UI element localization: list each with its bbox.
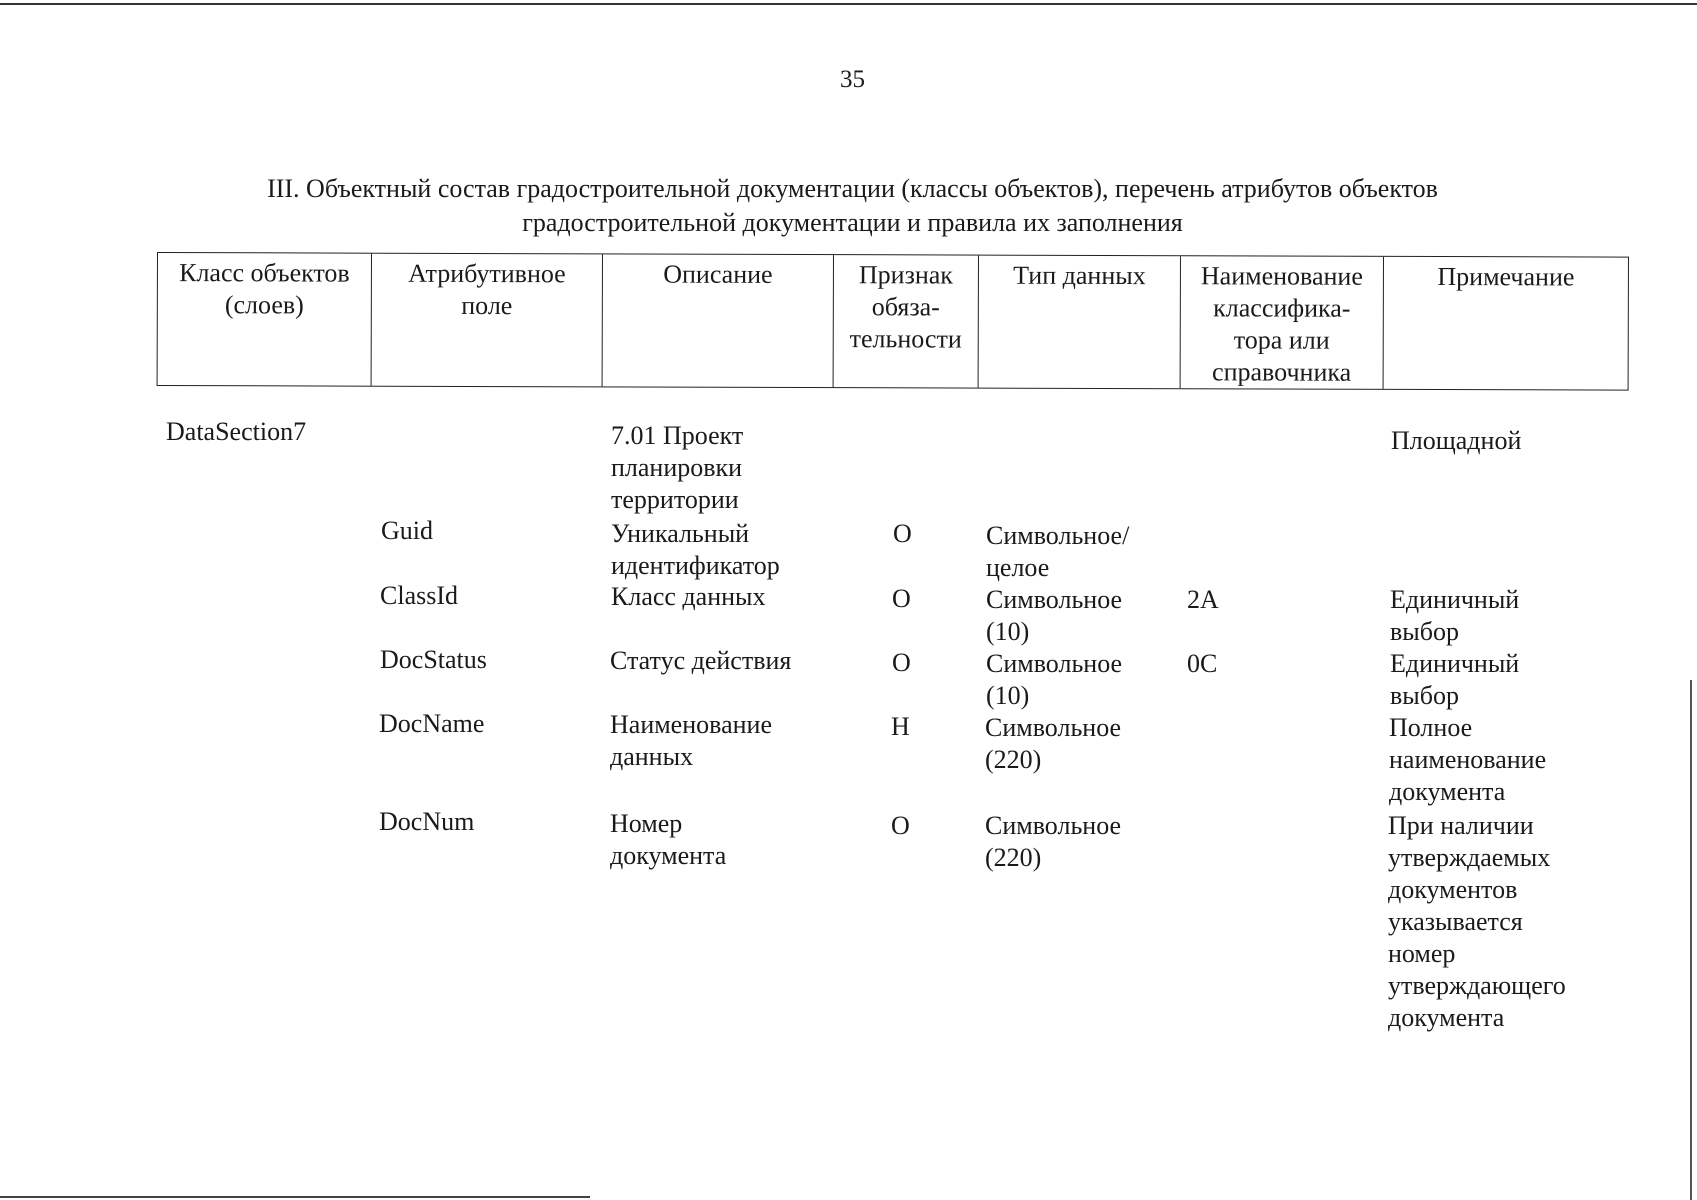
row-data-type: Символьное (220) <box>985 811 1122 872</box>
header-data-type: Тип данных <box>979 256 1181 389</box>
row-description: Статус действия <box>610 646 792 675</box>
row-description: Номер документа <box>610 809 727 870</box>
section-title-line-2: градостроительной документации и правила их заполнения <box>522 208 1183 237</box>
row-required: О <box>891 811 910 840</box>
row-data-type: Символьное (220) <box>985 713 1122 774</box>
header-required: Признак обяза- тельности <box>834 255 979 387</box>
row-classifier: 2А <box>1187 585 1219 614</box>
row-description: Класс данных <box>611 582 766 611</box>
row-required: О <box>892 584 911 613</box>
row-description: Уникальный идентификатор <box>611 519 780 580</box>
row-field: DocNum <box>379 807 475 836</box>
row-description: Наименование данных <box>610 710 772 771</box>
section-title <box>150 172 1555 240</box>
scan-edge-bottom <box>0 1196 590 1198</box>
row-field: Guid <box>381 516 433 545</box>
row-required: О <box>893 519 912 548</box>
row-field: DocStatus <box>380 645 487 674</box>
row-required: Н <box>891 712 910 741</box>
scan-edge-top <box>0 3 1697 5</box>
row-field: ClassId <box>380 581 458 610</box>
table-header-row <box>157 252 1629 391</box>
row-note: Единичный выбор <box>1390 585 1520 646</box>
page-number: 35 <box>840 66 865 93</box>
header-classifier: Наименование классифика- тора или справочника <box>1181 256 1384 389</box>
row-data-type: Символьное (10) <box>986 649 1123 710</box>
scan-edge-right <box>1690 680 1692 1200</box>
class-name: DataSection7 <box>166 417 307 446</box>
row-data-type: Символьное/ целое <box>986 521 1130 582</box>
row-note: Полное наименование документа <box>1389 713 1547 806</box>
header-note: Примечание <box>1437 262 1575 292</box>
header-class: Класс объектов (слоев) <box>158 253 372 386</box>
section-title-line-1: III. Объектный состав градостроительной документации (классы объектов), перечень атрибутов объектов <box>267 174 1438 203</box>
row-classifier: 0С <box>1187 649 1218 678</box>
class-note: Площадной <box>1391 426 1522 455</box>
row-note: При наличии утверждаемых документов указывается номер утверждающего документа <box>1388 811 1566 1032</box>
row-note: Единичный выбор <box>1390 649 1520 710</box>
row-required: О <box>892 648 911 677</box>
header-description: Описание <box>603 254 834 387</box>
row-data-type: Символьное (10) <box>986 585 1123 646</box>
row-field: DocName <box>379 709 485 738</box>
class-description: 7.01 Проект планировки территории <box>611 421 744 514</box>
header-attribute-field: Атрибутивное поле <box>372 254 603 387</box>
